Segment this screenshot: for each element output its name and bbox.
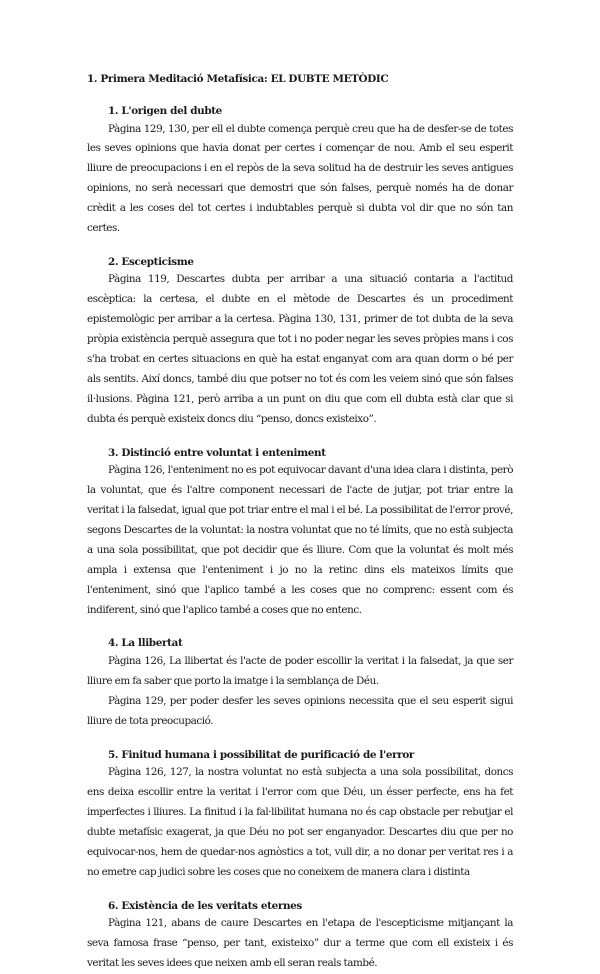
- section-origen-dubte: [87, 104, 513, 239]
- section-heading: 6. Existència de les veritats eternes: [108, 899, 302, 912]
- section-paragraph: Pàgina 129, per poder desfer les seves opinions necessita que el seu esperit sigui lliure de tota preocupació.: [87, 694, 513, 727]
- section-paragraph: Pàgina 129, 130, per ell el dubte comença perquè creu que ha de desfer-se de totes les seves opinions que havia donat per certes i començar de nou. Amb el seu esperit lliure de preocupacions i en el repòs de la seva solitud ha de destruir les seves antigues opinions, no serà necessari que demostri que són falses, perquè només ha de donar crèdit a les coses del tot certes i indubtables perquè si dubta vol dir que no són tan certes.: [87, 122, 513, 235]
- section-paragraph: Pàgina 121, abans de caure Descartes en l'etapa de l'escepticisme mitjançant la seva famosa frase “penso, per tant, existeixo” dur a terme que com ell existeix i és veritat les seves idees que neixen amb ell seran reals també.: [87, 917, 513, 969]
- section-voluntat-enteniment: [87, 446, 513, 621]
- section-paragraph: Pàgina 126, 127, la nostra voluntat no està subjecta a una sola possibilitat, doncs ens deixa escollir entre la veritat i l'error com que Déu, un ésser perfecte, ens ha fet imperfectes i lliures. La finitud i la fal·libilitat humana no és cap obstacle per rebutjar el dubte metafísic exagerat, ja que Déu no pot ser enganyador. Descartes diu que per no equivocar-nos, hem de quedar-nos agnòstics a tot, vull dir, a no donar per veritat res i a no emetre cap judici sobre les coses que no coneixem de manera clara i distinta: [87, 766, 513, 878]
- section-paragraph: Pàgina 126, l'enteniment no es pot equivocar davant d'una idea clara i distinta, però la voluntat, que és l'altre component necessari de l'acte de jutjar, pot triar entre la veritat i la falsedat, igual que pot triar entre el mal i el bé. La possibilitat de l'error prové, segons Descartes de la voluntat: la nostra voluntat que no té límits, que no està subjecta a una sola possibilitat, que pot decidir que és lliure. Com que la voluntat és molt més ampla i extensa que l'enteniment i jo no la retinc dins els mateixos límits que l'enteniment, sinó que l'aplico també a les coses que no comprenc: essent com és indiferent, sinó que l'aplico també a coses que no entenc.: [87, 464, 513, 616]
- section-finitud-humana: [87, 748, 513, 883]
- section-heading: 5. Finitud humana i possibilitat de purificació de l'error: [108, 748, 415, 761]
- section-heading: 1. L'origen del dubte: [108, 105, 222, 117]
- section-escepticisme: [87, 255, 513, 430]
- section-veritats-eternes: [87, 899, 513, 974]
- section-llibertat: [87, 636, 513, 731]
- section-heading: 4. La llibertat: [108, 637, 183, 650]
- section-paragraph: Pàgina 119, Descartes dubta per arribar a una situació contaria a l'actitud escèptica: la certesa, el dubte en el mètode de Descartes és un procediment epistemològic per arribar a la certesa. Pàgina 130, 131, primer de tot dubta de la seva pròpia existència perquè assegura que tot i no poder negar les seves pròpies mans i cos s'ha trobat en certes situacions en què ha estat enganyat com ara quan dorm o bé per als sentits. Així doncs, també diu que potser no tot és com les veiem sinó que són falses il·lusions. Pàgina 121, però arriba a un punt on diu que com ell dubta està clar que si dubta és perquè existeix doncs diu “penso, doncs existeixo”.: [87, 273, 513, 425]
- section-paragraph: Pàgina 126, La llibertat és l'acte de poder escollir la veritat i la falsedat, ja que ser lliure em fa saber que porto la imatge i la semblança de Déu.: [87, 654, 513, 687]
- document-title: 1. Primera Meditació Metafísica: EL DUBTE METÒDIC: [87, 73, 389, 85]
- section-heading: 2. Escepticisme: [108, 255, 194, 268]
- section-heading: 3. Distinció entre voluntat i enteniment: [108, 446, 326, 459]
